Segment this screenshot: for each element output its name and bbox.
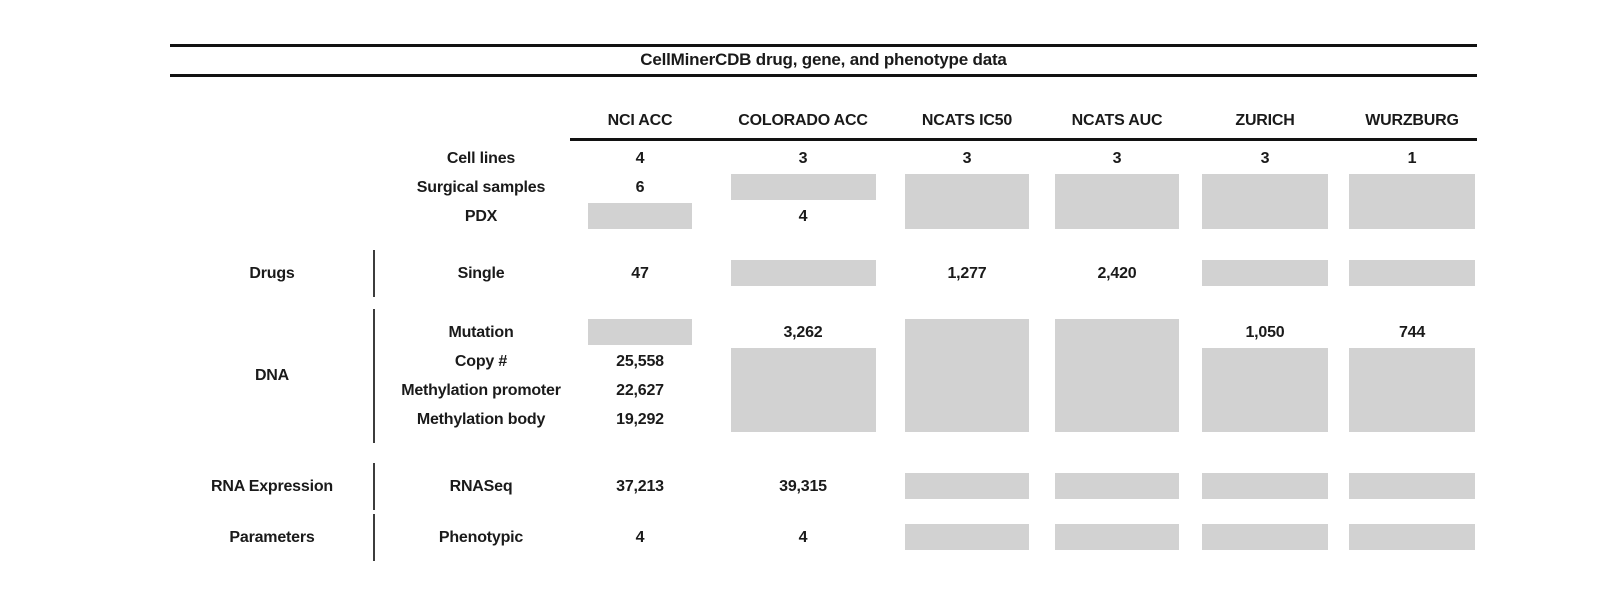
no-data-box — [1202, 348, 1328, 432]
no-data-box — [1349, 473, 1475, 499]
group-label: Parameters — [229, 528, 315, 546]
no-data-box — [731, 174, 876, 200]
no-data-box — [1349, 174, 1475, 229]
no-data-box — [588, 203, 692, 229]
no-data-box — [1055, 524, 1179, 550]
cell-value: 1,277 — [947, 264, 987, 282]
column-header: COLORADO ACC — [738, 112, 868, 129]
no-data-box — [731, 348, 876, 432]
no-data-box — [1349, 260, 1475, 286]
row-label: Phenotypic — [438, 528, 524, 546]
no-data-box — [1202, 473, 1328, 499]
row-label: Cell lines — [446, 149, 516, 167]
row-label: Single — [457, 264, 505, 282]
no-data-box — [588, 319, 692, 345]
no-data-box — [905, 524, 1029, 550]
column-header: ZURICH — [1235, 112, 1295, 129]
group-label: DNA — [254, 367, 290, 384]
row-label: Copy # — [454, 352, 508, 370]
cell-value: 4 — [798, 207, 808, 225]
no-data-box — [1055, 473, 1179, 499]
cell-value: 22,627 — [616, 381, 664, 399]
cell-value: 25,558 — [616, 352, 664, 370]
no-data-box — [1202, 524, 1328, 550]
no-data-box — [1202, 174, 1328, 229]
table-title: CellMinerCDB drug, gene, and phenotype data — [640, 50, 1007, 69]
column-header: NCI ACC — [607, 112, 673, 129]
cell-value: 3,262 — [783, 323, 823, 341]
no-data-box — [1055, 319, 1179, 432]
cell-value: 4 — [798, 528, 808, 546]
row-label: Methylation body — [416, 410, 546, 428]
row-label: Mutation — [448, 323, 514, 341]
cell-value: 4 — [635, 528, 645, 546]
no-data-box — [731, 260, 876, 286]
column-header: NCATS AUC — [1071, 112, 1163, 129]
row-label: PDX — [464, 207, 498, 225]
cell-value: 3 — [798, 149, 808, 167]
cell-value: 2,420 — [1097, 264, 1137, 282]
cell-value: 37,213 — [616, 477, 664, 495]
no-data-box — [905, 174, 1029, 229]
cell-value: 3 — [962, 149, 972, 167]
cell-value: 4 — [635, 149, 645, 167]
group-label: Drugs — [249, 264, 295, 282]
no-data-box — [1202, 260, 1328, 286]
cell-value: 3 — [1260, 149, 1270, 167]
cell-value: 744 — [1398, 323, 1426, 341]
cell-value: 47 — [631, 264, 649, 282]
group-label: RNA Expression — [211, 477, 333, 495]
cell-value: 1 — [1407, 149, 1417, 167]
cell-value: 1,050 — [1245, 323, 1285, 341]
cell-value: 3 — [1112, 149, 1122, 167]
header-underline — [570, 138, 1477, 141]
row-label: RNASeq — [449, 477, 513, 495]
cell-value: 19,292 — [616, 410, 664, 428]
no-data-box — [1055, 174, 1179, 229]
no-data-box — [1349, 524, 1475, 550]
column-header: WURZBURG — [1365, 112, 1459, 129]
no-data-box — [1349, 348, 1475, 432]
cell-value: 39,315 — [779, 477, 827, 495]
row-label: Surgical samples — [416, 178, 546, 196]
cell-value: 6 — [635, 178, 645, 196]
row-label: Methylation promoter — [401, 381, 561, 399]
title-rule-bottom — [170, 74, 1477, 77]
no-data-box — [905, 319, 1029, 432]
no-data-box — [905, 473, 1029, 499]
column-header: NCATS IC50 — [921, 112, 1013, 129]
